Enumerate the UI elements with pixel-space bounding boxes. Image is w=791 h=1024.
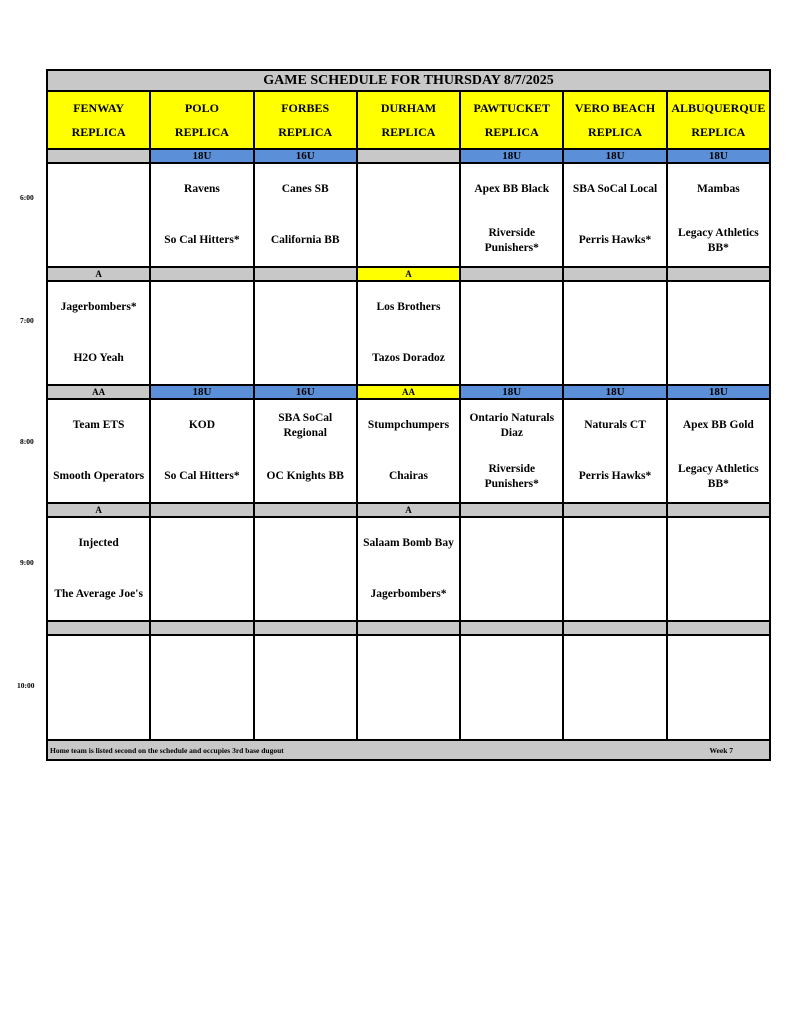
division-label: A [47, 503, 150, 517]
game-cell [460, 399, 563, 503]
home-team [564, 333, 665, 384]
game-cell [47, 163, 150, 267]
field-header [47, 91, 150, 149]
field-header [254, 91, 357, 149]
game-cell [667, 163, 770, 267]
division-label: 18U [667, 385, 770, 399]
game-cell [667, 635, 770, 740]
home-team: Tazos Doradoz [372, 352, 445, 364]
division-label [357, 621, 460, 635]
game-cell [254, 399, 357, 503]
division-label: A [357, 267, 460, 281]
division-label: 18U [150, 385, 253, 399]
home-team: Perris Hawks* [578, 234, 652, 246]
division-label: AA [47, 385, 150, 399]
away-team [151, 636, 252, 688]
field-subtitle: REPLICA [588, 125, 643, 139]
game-cell [667, 517, 770, 621]
field-name: FENWAY [73, 101, 125, 115]
away-team: Ontario Naturals Diaz [469, 411, 555, 439]
division-row [47, 267, 770, 281]
division-label: 18U [460, 385, 563, 399]
title-row [47, 70, 770, 91]
footer [47, 740, 770, 760]
home-team: Jagerbombers* [370, 588, 447, 600]
game-cell [357, 635, 460, 740]
game-cell [254, 517, 357, 621]
division-label [460, 621, 563, 635]
division-label: 18U [667, 149, 770, 163]
away-team [668, 636, 769, 688]
field-name: DURHAM [380, 101, 437, 115]
home-team: So Cal Hitters* [164, 470, 240, 482]
home-team [461, 333, 562, 384]
home-team [151, 569, 252, 620]
game-cell [563, 163, 666, 267]
away-team: SBA SoCal Local [572, 183, 658, 195]
home-team: Legacy Athletics BB* [677, 462, 759, 490]
field-name: PAWTUCKET [473, 101, 550, 115]
game-row [47, 399, 770, 503]
division-label [150, 621, 253, 635]
home-team: Riverside Punishers* [484, 462, 539, 490]
home-team: OC Knights BB [266, 470, 344, 482]
footer-note: Home team is listed second on the schedule and occupies 3rd base dugout [50, 745, 284, 755]
home-team [668, 333, 769, 384]
game-cell [563, 399, 666, 503]
division-row [47, 149, 770, 163]
away-team: Jagerbombers* [60, 301, 137, 313]
field-header [460, 91, 563, 149]
division-label [254, 267, 357, 281]
home-team [668, 688, 769, 740]
schedule-title: GAME SCHEDULE FOR THURSDAY 8/7/2025 [47, 70, 770, 91]
home-team: So Cal Hitters* [164, 234, 240, 246]
away-team [668, 282, 769, 333]
field-subtitle: REPLICA [71, 125, 126, 139]
game-cell [667, 399, 770, 503]
away-team [358, 636, 459, 688]
division-label: 18U [150, 149, 253, 163]
game-cell [150, 635, 253, 740]
division-label [150, 503, 253, 517]
division-label: A [357, 503, 460, 517]
division-label [667, 621, 770, 635]
division-label [47, 621, 150, 635]
division-label [150, 267, 253, 281]
field-header [563, 91, 666, 149]
away-team [151, 518, 252, 569]
game-cell [460, 163, 563, 267]
away-team [48, 636, 149, 688]
away-team: Stumpchumpers [367, 419, 450, 431]
away-team: Salaam Bomb Bay [363, 537, 454, 549]
away-team: Apex BB Gold [682, 419, 754, 431]
game-cell [150, 399, 253, 503]
division-label: 18U [563, 385, 666, 399]
home-team [151, 333, 252, 384]
division-label [460, 267, 563, 281]
home-team: California BB [270, 234, 340, 246]
away-team [48, 164, 149, 215]
away-team: SBA SoCal Regional [278, 411, 333, 439]
home-team [358, 215, 459, 266]
game-cell [563, 517, 666, 621]
away-team [564, 282, 665, 333]
division-label [667, 503, 770, 517]
game-cell [47, 281, 150, 385]
away-team [255, 636, 356, 688]
away-team [461, 636, 562, 688]
division-label [563, 503, 666, 517]
game-cell [563, 281, 666, 385]
game-cell [47, 517, 150, 621]
game-cell [667, 281, 770, 385]
game-row [47, 163, 770, 267]
away-team: Injected [78, 537, 119, 549]
away-team: Mambas [696, 183, 740, 195]
field-subtitle: REPLICA [691, 125, 746, 139]
division-label: 18U [460, 149, 563, 163]
division-label [47, 149, 150, 163]
game-cell [47, 635, 150, 740]
field-header-row [47, 91, 770, 149]
game-cell [460, 517, 563, 621]
game-cell [563, 635, 666, 740]
field-subtitle: REPLICA [278, 125, 333, 139]
division-label [667, 267, 770, 281]
time-label: 9:00 [20, 558, 34, 567]
away-team [564, 518, 665, 569]
game-cell [150, 163, 253, 267]
home-team [668, 569, 769, 620]
away-team: Team ETS [72, 419, 125, 431]
division-label [460, 503, 563, 517]
game-cell [254, 635, 357, 740]
away-team: Los Brothers [376, 301, 441, 313]
home-team [358, 688, 459, 740]
game-cell [47, 399, 150, 503]
home-team [151, 688, 252, 740]
away-team [564, 636, 665, 688]
game-cell [460, 281, 563, 385]
away-team [255, 518, 356, 569]
home-team [255, 569, 356, 620]
home-team [461, 569, 562, 620]
field-name: FORBES [281, 101, 330, 115]
footer-row [47, 740, 770, 760]
away-team: Canes SB [281, 183, 329, 195]
home-team [255, 688, 356, 740]
home-team [48, 688, 149, 740]
division-label: A [47, 267, 150, 281]
week-label: Week 7 [709, 745, 733, 755]
away-team: KOD [188, 419, 216, 431]
home-team [564, 688, 665, 740]
field-name: VERO BEACH [574, 101, 656, 115]
away-team [461, 282, 562, 333]
division-label [357, 149, 460, 163]
division-label: 18U [563, 149, 666, 163]
away-team: Naturals CT [584, 419, 646, 431]
game-cell [254, 281, 357, 385]
home-team: Legacy Athletics BB* [677, 226, 759, 254]
home-team: Riverside Punishers* [484, 226, 539, 254]
division-row [47, 385, 770, 399]
game-cell [357, 399, 460, 503]
field-header [150, 91, 253, 149]
field-name: ALBUQUERQUE [671, 101, 766, 115]
game-cell [357, 163, 460, 267]
home-team [255, 333, 356, 384]
division-label: 16U [254, 385, 357, 399]
division-row [47, 503, 770, 517]
division-row [47, 621, 770, 635]
game-cell [254, 163, 357, 267]
field-name: POLO [184, 101, 219, 115]
home-team: The Average Joe's [54, 588, 143, 600]
away-team [255, 282, 356, 333]
home-team: Perris Hawks* [578, 470, 652, 482]
away-team: Apex BB Black [474, 183, 550, 195]
game-cell [357, 281, 460, 385]
time-label: 6:00 [20, 193, 34, 202]
division-label [563, 621, 666, 635]
time-label: 8:00 [20, 437, 34, 446]
division-label: 16U [254, 149, 357, 163]
home-team: Smooth Operators [53, 470, 145, 482]
game-row [47, 635, 770, 740]
home-team: H2O Yeah [73, 352, 124, 364]
division-label [254, 621, 357, 635]
home-team [461, 688, 562, 740]
division-label: AA [357, 385, 460, 399]
away-team [358, 164, 459, 215]
game-cell [357, 517, 460, 621]
field-header [667, 91, 770, 149]
division-label [563, 267, 666, 281]
game-cell [460, 635, 563, 740]
game-row [47, 281, 770, 385]
game-row [47, 517, 770, 621]
away-team [151, 282, 252, 333]
away-team [668, 518, 769, 569]
away-team [461, 518, 562, 569]
away-team: Ravens [184, 183, 220, 195]
field-subtitle: REPLICA [381, 125, 436, 139]
game-cell [150, 517, 253, 621]
time-label: 10:00 [17, 681, 35, 690]
time-label: 7:00 [20, 316, 34, 325]
game-cell [150, 281, 253, 385]
home-team: Chairas [388, 470, 428, 482]
home-team [48, 215, 149, 266]
field-subtitle: REPLICA [174, 125, 229, 139]
home-team [564, 569, 665, 620]
field-subtitle: REPLICA [484, 125, 539, 139]
schedule-table [46, 69, 771, 761]
division-label [254, 503, 357, 517]
field-header [357, 91, 460, 149]
